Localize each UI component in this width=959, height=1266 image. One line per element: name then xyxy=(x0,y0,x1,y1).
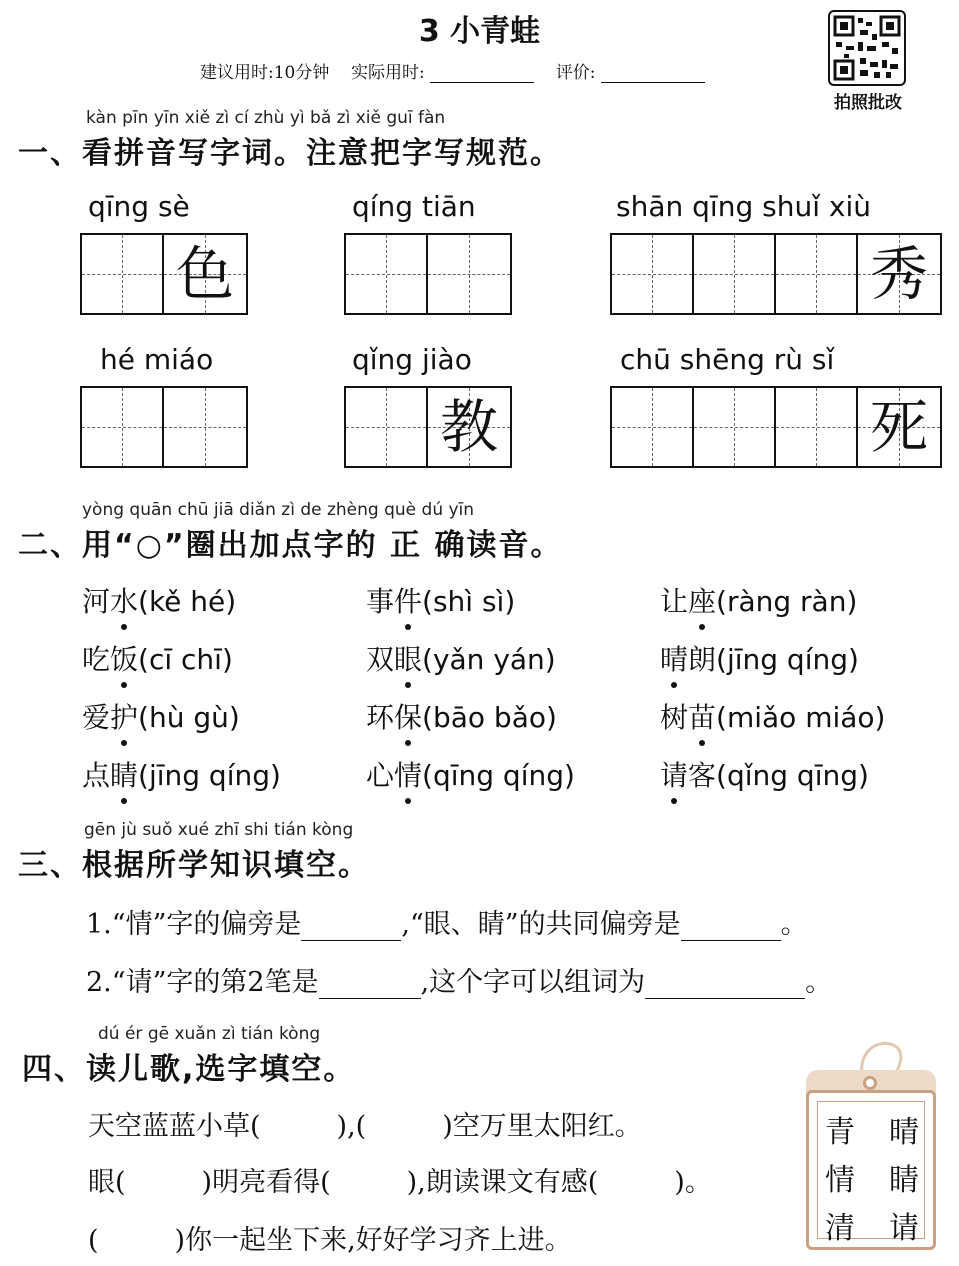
actual-time-label: 实际用时: xyxy=(350,63,425,83)
evaluation-label: 评价: xyxy=(555,63,596,83)
grid-cell[interactable] xyxy=(694,235,776,313)
rhyme-line-3: ( )你一起坐下来,好好学习齐上进。 xyxy=(88,1225,572,1256)
qr-code-icon[interactable] xyxy=(828,10,906,86)
dotted-char: 睛 xyxy=(110,754,138,794)
tag-char: 睛 xyxy=(889,1163,919,1198)
tag-char: 青 xyxy=(825,1115,855,1150)
grid-cell[interactable] xyxy=(164,388,246,466)
writing-grid-1[interactable] xyxy=(80,233,248,315)
rhyme-line-2: 眼( )明亮看得( ),朗读课文有感( )。 xyxy=(88,1167,712,1198)
reading-item[interactable]: 心情(qīng qíng) xyxy=(366,754,575,794)
reading-item[interactable]: 爱护(hù gù) xyxy=(82,696,240,736)
word-pinyin-5: qǐng jiào xyxy=(352,343,472,376)
writing-grid-6[interactable] xyxy=(610,386,942,468)
grid-cell[interactable] xyxy=(612,235,694,313)
tag-char: 晴 xyxy=(889,1115,919,1150)
writing-grid-5[interactable] xyxy=(344,386,512,468)
fill-question-2: 2.“请”字的第2笔是 ,这个字可以组词为 。 xyxy=(86,967,833,998)
dotted-char: 座 xyxy=(688,580,716,620)
section3-heading: 三、根据所学知识填空。 xyxy=(18,848,370,883)
dotted-char: 护 xyxy=(110,696,138,736)
reading-item[interactable]: 事件(shì sì) xyxy=(366,580,515,620)
section1-heading: 一、看拼音写字词。注意把字写规范。 xyxy=(18,136,562,171)
reading-item[interactable]: 树苗(miǎo miáo) xyxy=(660,696,885,736)
reading-item[interactable]: 让座(ràng ràn) xyxy=(660,580,857,620)
reading-item[interactable]: 点睛(jīng qíng) xyxy=(82,754,281,794)
section4-heading: 四、读儿歌,选字填空。 xyxy=(22,1052,356,1087)
suggested-time: 建议用时:10分钟 xyxy=(200,63,330,83)
grid-cell[interactable]: 死 xyxy=(858,388,940,466)
word-pinyin-3: shān qīng shuǐ xiù xyxy=(616,190,871,223)
section2-pinyin: yòng quān chū jiā diǎn zì de zhèng què dú yīn xyxy=(82,500,475,520)
grid-cell[interactable]: 教 xyxy=(428,388,510,466)
reading-item[interactable]: 环保(bāo bǎo) xyxy=(366,696,557,736)
tag-char: 清 xyxy=(825,1211,855,1246)
grid-cell[interactable]: 色 xyxy=(164,235,246,313)
grid-cell[interactable] xyxy=(612,388,694,466)
reading-item[interactable]: 河水(kě hé) xyxy=(82,580,236,620)
dotted-char: 保 xyxy=(394,696,422,736)
word-pinyin-1: qīng sè xyxy=(88,190,190,223)
dotted-char: 晴 xyxy=(660,638,688,678)
word-pinyin-6: chū shēng rù sǐ xyxy=(620,343,835,376)
writing-grid-2[interactable] xyxy=(344,233,512,315)
fill-question-1: 1.“情”字的偏旁是 ,“眼、睛”的共同偏旁是 。 xyxy=(86,909,808,940)
section1-pinyin: kàn pīn yīn xiě zì cí zhù yì bǎ zì xiě guī fàn xyxy=(86,108,446,128)
word-pinyin-4: hé miáo xyxy=(100,343,214,376)
dotted-char: 眼 xyxy=(394,638,422,678)
tag-char: 情 xyxy=(825,1163,855,1198)
grid-cell[interactable]: 秀 xyxy=(858,235,940,313)
writing-grid-4[interactable] xyxy=(80,386,248,468)
dotted-char: 件 xyxy=(394,580,422,620)
dotted-char: 苗 xyxy=(688,696,716,736)
qr-label: 拍照批改 xyxy=(834,93,902,113)
evaluation-blank[interactable] xyxy=(601,62,705,83)
answer-blank[interactable] xyxy=(681,909,781,941)
grid-cell[interactable] xyxy=(776,235,858,313)
answer-blank[interactable] xyxy=(319,967,421,999)
dotted-char: 水 xyxy=(110,580,138,620)
grid-cell[interactable] xyxy=(694,388,776,466)
rhyme-line-1: 天空蓝蓝小草( ),( )空万里太阳红。 xyxy=(88,1111,642,1142)
dotted-char: 请 xyxy=(660,754,688,794)
writing-grid-3[interactable] xyxy=(610,233,942,315)
reading-item[interactable]: 请客(qǐng qīng) xyxy=(660,754,869,794)
reading-item[interactable]: 吃饭(cī chī) xyxy=(82,638,233,678)
tag-char: 请 xyxy=(889,1211,919,1246)
grid-cell[interactable] xyxy=(776,388,858,466)
grid-cell[interactable] xyxy=(428,235,510,313)
section2-heading: 二、用“○”圈出加点字的 正 确读音。 xyxy=(18,528,563,563)
grid-cell[interactable] xyxy=(82,235,164,313)
word-pinyin-2: qíng tiān xyxy=(352,190,476,223)
grid-cell[interactable] xyxy=(346,235,428,313)
reading-item[interactable]: 晴朗(jīng qíng) xyxy=(660,638,859,678)
word-choice-tag xyxy=(806,1090,936,1250)
section4-pinyin: dú ér gē xuǎn zì tián kòng xyxy=(98,1024,321,1044)
page-title: 3 小青蛙 xyxy=(418,14,541,49)
dotted-char: 情 xyxy=(394,754,422,794)
time-info xyxy=(200,58,705,83)
section3-pinyin: gēn jù suǒ xué zhī shi tián kòng xyxy=(84,820,354,840)
actual-time-blank[interactable] xyxy=(430,62,534,83)
answer-blank[interactable] xyxy=(301,909,401,941)
grid-cell[interactable] xyxy=(346,388,428,466)
answer-blank[interactable] xyxy=(645,967,805,999)
reading-item[interactable]: 双眼(yǎn yán) xyxy=(366,638,556,678)
dotted-char: 饭 xyxy=(110,638,138,678)
grid-cell[interactable] xyxy=(82,388,164,466)
